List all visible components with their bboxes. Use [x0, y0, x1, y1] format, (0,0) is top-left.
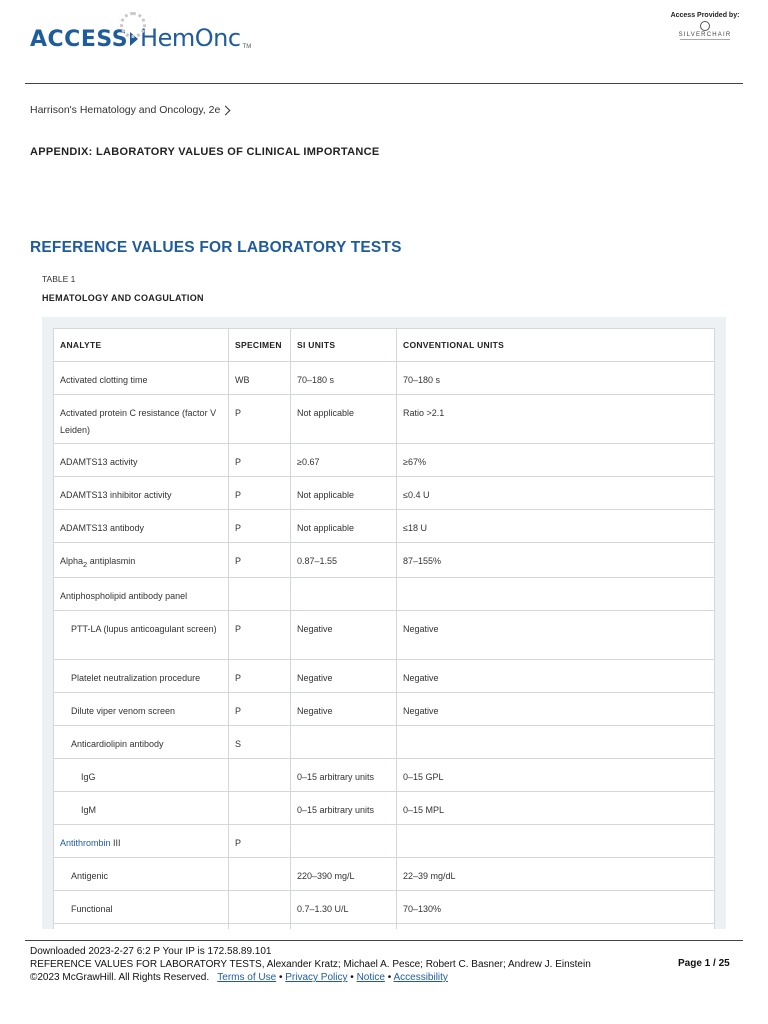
specimen-cell: P	[229, 825, 291, 858]
terms-of-use-link[interactable]: Terms of Use	[217, 972, 277, 983]
conventional-units-cell: Negative	[397, 611, 715, 660]
analyte-cell: Antiphospholipid antibody panel	[54, 578, 229, 611]
si-units-cell: Not applicable	[291, 395, 397, 444]
conventional-units-cell: 70–180 s	[397, 362, 715, 395]
breadcrumb-book[interactable]: Harrison's Hematology and Oncology, 2e	[30, 104, 221, 116]
table-caption: HEMATOLOGY AND COAGULATION	[42, 293, 204, 303]
antithrombin-link[interactable]: Antithrombin	[60, 838, 111, 848]
si-units-cell	[291, 924, 397, 930]
bullet-separator: •	[350, 972, 354, 983]
column-header-si-units: SI UNITS	[291, 329, 397, 362]
table-row	[54, 891, 715, 924]
si-units-cell: ≥0.67	[291, 444, 397, 477]
analyte-cell: Functional	[54, 891, 229, 924]
si-units-cell: 0–15 arbitrary units	[291, 759, 397, 792]
table-row	[54, 362, 715, 395]
si-units-cell: 220–390 mg/L	[291, 858, 397, 891]
conventional-units-cell	[397, 726, 715, 759]
column-header-analyte: ANALYTE	[54, 329, 229, 362]
analyte-cell: ADAMTS13 activity	[54, 444, 229, 477]
copyright-line	[30, 971, 591, 984]
analyte-cell: Dilute viper venom screen	[54, 693, 229, 726]
conventional-units-cell: 70–130%	[397, 891, 715, 924]
table-row	[54, 924, 715, 930]
specimen-cell: P	[229, 693, 291, 726]
table-row	[54, 792, 715, 825]
specimen-cell: P	[229, 477, 291, 510]
table-row	[54, 395, 715, 444]
chevron-right-icon	[221, 106, 231, 116]
analyte-cell: IgM	[54, 792, 229, 825]
si-units-cell: Not applicable	[291, 477, 397, 510]
conventional-units-cell: 0–15 GPL	[397, 759, 715, 792]
privacy-policy-link[interactable]: Privacy Policy	[285, 972, 348, 983]
appendix-title: APPENDIX: LABORATORY VALUES OF CLINICAL IMPORTANCE	[30, 146, 380, 158]
column-header-conventional-units: CONVENTIONAL UNITS	[397, 329, 715, 362]
si-units-cell: 0.87–1.55	[291, 543, 397, 578]
analyte-cell: Activated clotting time	[54, 362, 229, 395]
conventional-units-cell: 0–15 MPL	[397, 792, 715, 825]
column-header-specimen: SPECIMEN	[229, 329, 291, 362]
bullet-separator: •	[387, 972, 392, 983]
analyte-cell: Antigenic	[54, 858, 229, 891]
specimen-cell: P	[229, 444, 291, 477]
conventional-units-cell: Negative	[397, 660, 715, 693]
accesshemonc-logo[interactable]	[30, 12, 251, 52]
table-row	[54, 444, 715, 477]
si-units-cell: 0–15 arbitrary units	[291, 792, 397, 825]
table-row	[54, 578, 715, 611]
specimen-cell	[229, 858, 291, 891]
conventional-units-cell: ≥67%	[397, 444, 715, 477]
specimen-cell: P	[229, 510, 291, 543]
specimen-cell: WB	[229, 362, 291, 395]
table-row	[54, 693, 715, 726]
conventional-units-cell: 87–155%	[397, 543, 715, 578]
gear-icon	[120, 12, 146, 38]
conventional-units-cell: ≤0.4 U	[397, 477, 715, 510]
specimen-cell	[229, 891, 291, 924]
analyte-cell	[54, 825, 229, 858]
analyte-suffix: antiplasmin	[87, 556, 136, 566]
si-units-cell: Negative	[291, 611, 397, 660]
table-row	[54, 660, 715, 693]
conventional-units-cell: ≤18 U	[397, 510, 715, 543]
footer-divider	[25, 940, 743, 941]
analyte-cell	[54, 924, 229, 930]
section-title: REFERENCE VALUES FOR LABORATORY TESTS	[30, 239, 402, 256]
si-units-cell	[291, 726, 397, 759]
si-units-cell: Negative	[291, 660, 397, 693]
si-units-cell: 70–180 s	[291, 362, 397, 395]
conventional-units-cell	[397, 924, 715, 930]
specimen-cell	[229, 759, 291, 792]
table-row	[54, 726, 715, 759]
table-row	[54, 611, 715, 660]
conventional-units-cell: 22–39 mg/dL	[397, 858, 715, 891]
specimen-cell: P	[229, 611, 291, 660]
specimen-cell: P	[229, 395, 291, 444]
site-header	[0, 0, 768, 85]
conventional-units-cell	[397, 825, 715, 858]
table-row	[54, 543, 715, 578]
lab-values-table	[53, 328, 715, 929]
table-label: TABLE 1	[42, 274, 76, 284]
specimen-cell: S	[229, 726, 291, 759]
si-units-cell: Negative	[291, 693, 397, 726]
analyte-cell: ADAMTS13 antibody	[54, 510, 229, 543]
logo-access-text: ACCESS	[30, 27, 129, 52]
analyte-cell	[54, 543, 229, 578]
citation: REFERENCE VALUES FOR LABORATORY TESTS, Alexander Kratz; Michael A. Pesce; Robert C. Basner; Andrew J. Einstein	[30, 959, 591, 970]
access-provided-by	[660, 12, 750, 41]
analyte-cell: Activated protein C resistance (factor V Leiden)	[54, 395, 229, 444]
analyte-cell: IgG	[54, 759, 229, 792]
specimen-cell	[229, 924, 291, 930]
analyte-cell: ADAMTS13 inhibitor activity	[54, 477, 229, 510]
si-units-cell	[291, 825, 397, 858]
table-row	[54, 477, 715, 510]
table-header-row	[54, 329, 715, 362]
table-row	[54, 858, 715, 891]
copyright: ©2023 McGrawHill. All Rights Reserved.	[30, 972, 210, 983]
si-units-cell: Not applicable	[291, 510, 397, 543]
table-container	[42, 317, 726, 929]
logo-trademark: TM	[242, 44, 252, 50]
table-row	[54, 759, 715, 792]
bullet-separator: •	[278, 972, 283, 983]
accessibility-link[interactable]: Accessibility	[393, 972, 448, 983]
conventional-units-cell: Negative	[397, 693, 715, 726]
specimen-cell: P	[229, 543, 291, 578]
conventional-units-cell: Ratio >2.1	[397, 395, 715, 444]
analyte-suffix: III	[110, 838, 121, 848]
analyte-cell: PTT-LA (lupus anticoagulant screen)	[54, 611, 229, 660]
table-row	[54, 825, 715, 858]
notice-link[interactable]: Notice	[356, 972, 385, 983]
analyte-prefix: Alpha	[60, 556, 84, 566]
specimen-cell: P	[229, 660, 291, 693]
conventional-units-cell	[397, 578, 715, 611]
logo-hemonc-text: HemOnc	[140, 24, 241, 52]
provider-name: SILVERCHAIR	[678, 32, 732, 38]
breadcrumb[interactable]	[30, 104, 229, 116]
analyte-subscript: 2	[83, 559, 88, 569]
table-row	[54, 510, 715, 543]
specimen-cell	[229, 792, 291, 825]
silverchair-logo-icon	[700, 21, 710, 31]
page-number: Page 1 / 25	[678, 958, 730, 969]
provided-by-label: Access Provided by:	[670, 12, 740, 19]
specimen-cell	[229, 578, 291, 611]
download-info: Downloaded 2023-2-27 6:2 P Your IP is 172.58.89.101	[30, 946, 272, 957]
analyte-cell: Platelet neutralization procedure	[54, 660, 229, 693]
analyte-cell: Anticardiolipin antibody	[54, 726, 229, 759]
page-footer	[30, 945, 591, 984]
si-units-cell	[291, 578, 397, 611]
header-divider	[25, 83, 743, 84]
provider-divider	[680, 39, 730, 41]
si-units-cell: 0.7–1.30 U/L	[291, 891, 397, 924]
